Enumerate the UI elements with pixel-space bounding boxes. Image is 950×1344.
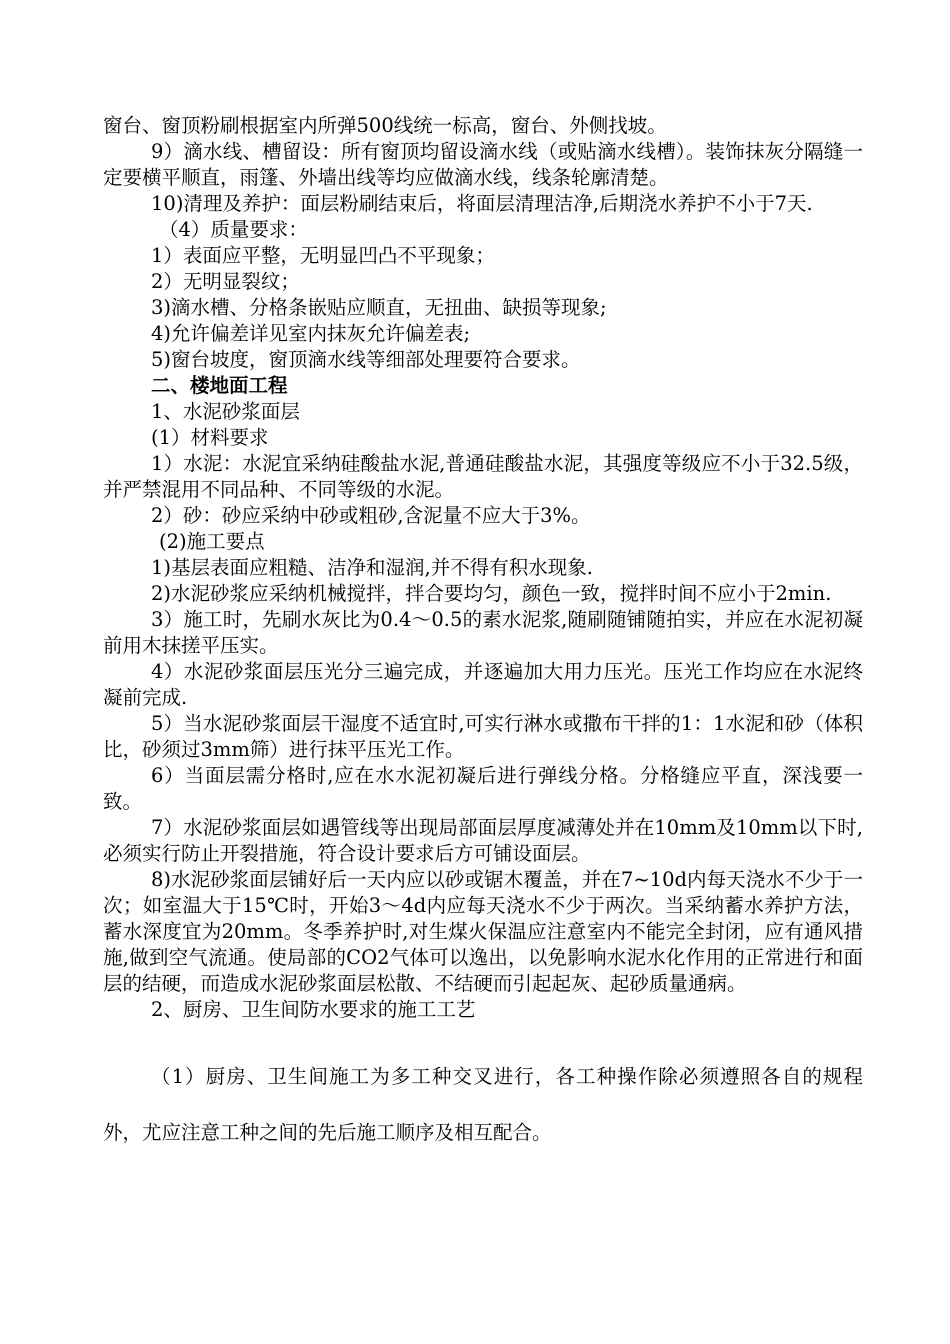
list-item-construction-6: 6）当面层需分格时,应在水水泥初凝后进行弹线分格。分格缝应平直，深浅要一致。: [103, 764, 863, 813]
subsection-heading-cement-mortar: 1、水泥砂浆面层: [151, 400, 300, 423]
list-item-quality-5: 5)窗台坡度，窗顶滴水线等细部处理要符合要求。: [151, 348, 581, 371]
heading-quality-requirements: （4）质量要求：: [159, 218, 308, 241]
document-body: [103, 113, 863, 1161]
heading-material-requirements: (1）材料要求: [151, 426, 269, 449]
paragraph-cement: 1）水泥：水泥宜采纳硅酸盐水泥,普通硅酸盐水泥，其强度等级应不小于32.5级，并严禁混用不同品种、不同等级的水泥。: [103, 452, 863, 501]
list-item-quality-3: 3)滴水槽、分格条嵌贴应顺直，无扭曲、缺损等现象;: [151, 296, 607, 319]
list-item-quality-4: 4)允许偏差详见室内抹灰允许偏差表;: [151, 322, 471, 345]
paragraph-cleaning-curing: 10)清理及养护：面层粉刷结束后，将面层清理洁净,后期浇水养护不小于7天.: [151, 192, 813, 215]
section-heading-floor-works: 二、楼地面工程: [151, 374, 288, 397]
paragraph-kitchen-bathroom: （1）厨房、卫生间施工为多工种交叉进行，各工种操作除必须遵照各自的规程外，尤应注意工种之间的先后施工顺序及相互配合。: [103, 1065, 863, 1144]
list-item-construction-3: 3）施工时，先刷水灰比为0.4～0.5的素水泥浆,随刷随铺随拍实，并应在水泥初凝前用木抹搓平压实。: [103, 608, 863, 657]
paragraph-drip-line: 9）滴水线、槽留设：所有窗顶均留设滴水线（或贴滴水线槽）。装饰抹灰分隔缝一定要横平顺直，雨篷、外墙出线等均应做滴水线，线条轮廓清楚。: [103, 140, 863, 189]
list-item-construction-1: 1)基层表面应粗糙、洁净和湿润,并不得有积水现象.: [151, 556, 593, 579]
subsection-heading-waterproofing: 2、厨房、卫生间防水要求的施工工艺: [151, 998, 476, 1021]
list-item-construction-7: 7）水泥砂浆面层如遇管线等出现局部面层厚度减薄处并在10mm及10mm以下时,必须实行防止开裂措施，符合设计要求后方可铺设面层。: [103, 816, 863, 865]
list-item-construction-8: 8)水泥砂浆面层铺好后一天内应以砂或锯木覆盖，并在7~10d内每天浇水不少于一次；如室温大于15℃时，开始3～4d内应每天浇水不少于两次。当采纳蓄水养护方法，蓄水深度宜为20mm。冬季养护时,对生煤火保温应注意室内不能完全封闭，应有通风措施,做到空气流通。使局部的CO2气体可以逸出，以免影响水泥水化作用的正常进行和面层的结硬，而造成水泥砂浆面层松散、不结硬而引起起灰、起砂质量通病。: [103, 868, 863, 995]
list-item-quality-1: 1）表面应平整，无明显凹凸不平现象；: [151, 244, 495, 267]
list-item-construction-4: 4）水泥砂浆面层压光分三遍完成，并逐遍加大用力压光。压光工作均应在水泥终凝前完成.: [103, 660, 863, 709]
heading-construction-points: (2)施工要点: [159, 530, 265, 553]
paragraph-window-sill: 窗台、窗顶粉刷根据室内所弹500线统一标高，窗台、外侧找坡。: [103, 114, 667, 137]
list-item-quality-2: 2）无明显裂纹；: [151, 270, 300, 293]
paragraph-sand: 2）砂：砂应采纳中砂或粗砂,含泥量不应大于3%。: [151, 504, 591, 527]
list-item-construction-2: 2)水泥砂浆应采纳机械搅拌，拌合要均匀，颜色一致，搅拌时间不应小于2min.: [151, 582, 832, 605]
list-item-construction-5: 5）当水泥砂浆面层干湿度不适宜时,可实行淋水或撒布干拌的1：1水泥和砂（体积比，砂须过3mm筛）进行抹平压光工作。: [103, 712, 863, 761]
